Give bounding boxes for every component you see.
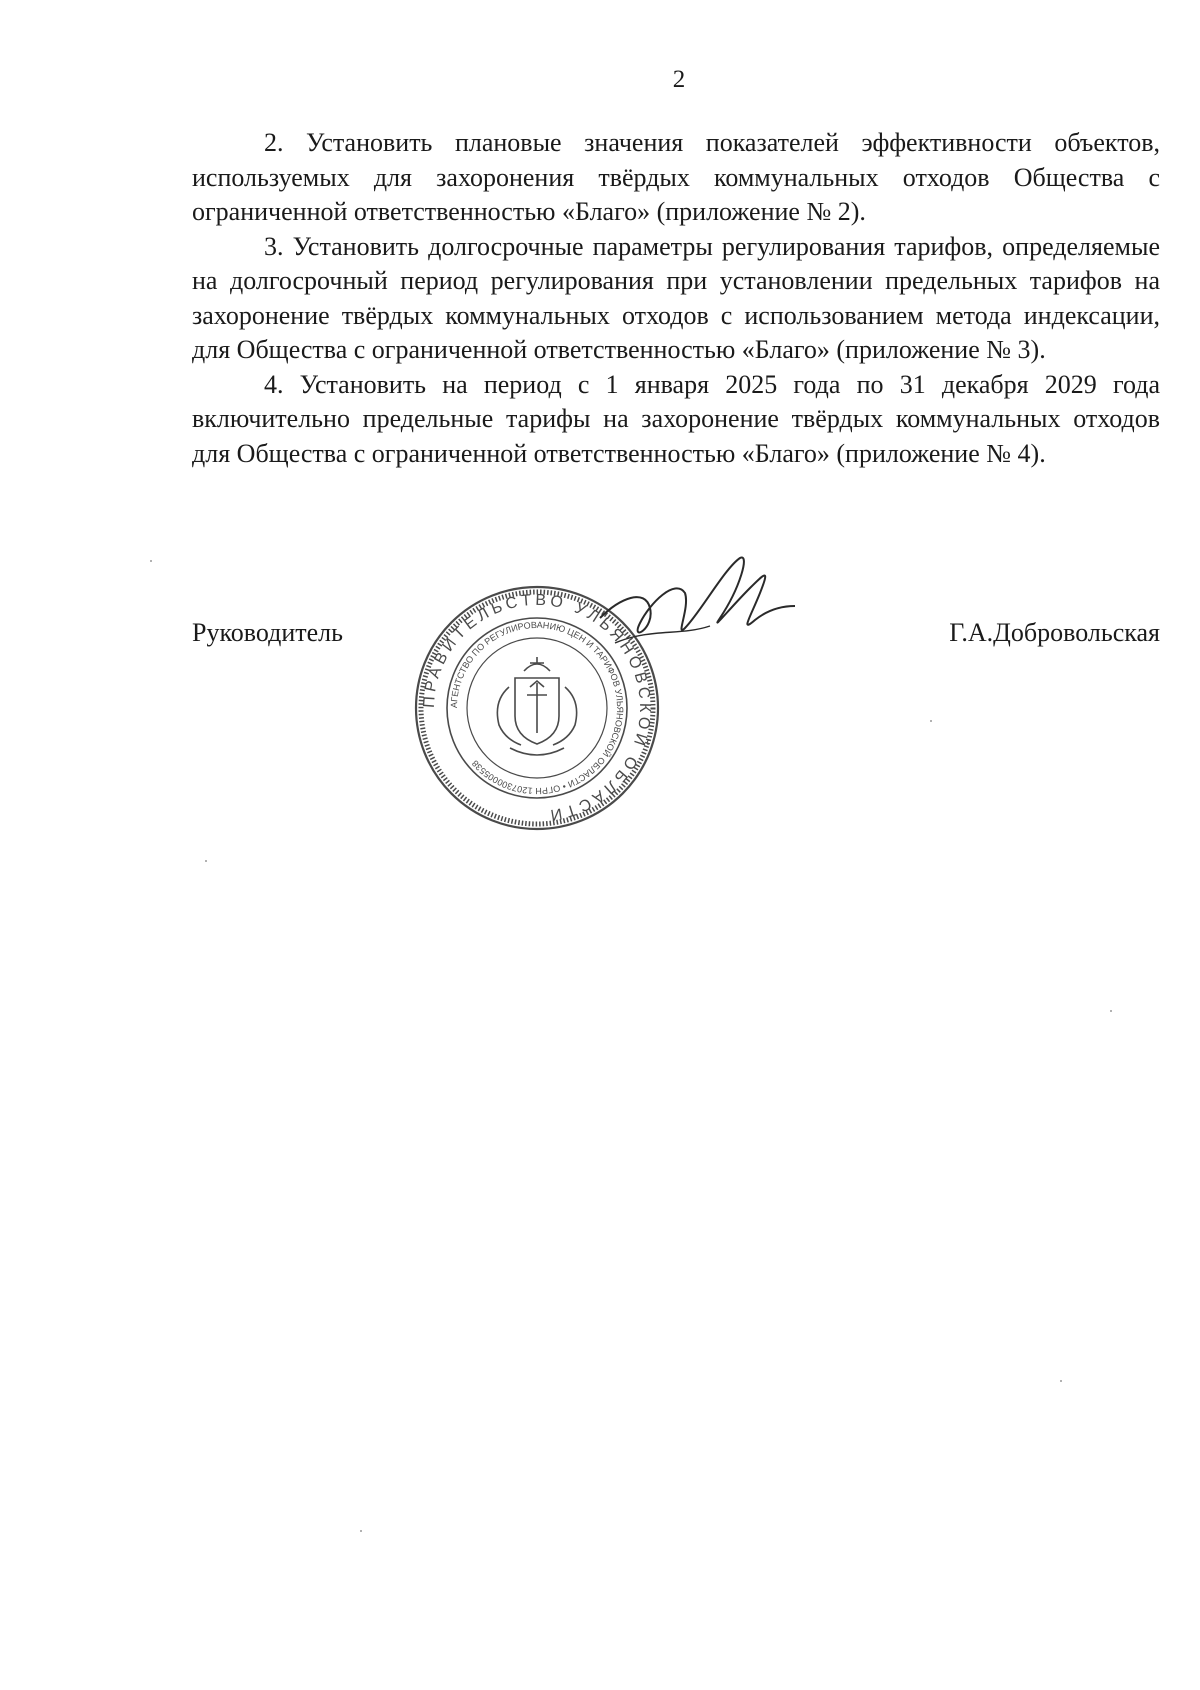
page-number: 2 bbox=[672, 66, 686, 93]
coat-of-arms-icon bbox=[497, 657, 576, 755]
scan-speck bbox=[1060, 1380, 1062, 1382]
scan-speck bbox=[360, 1530, 362, 1532]
signatory-role: Руководитель bbox=[192, 618, 343, 647]
paragraph-item-3: 3. Установить долгосрочные параметры регулирования тарифов, определяемые на долгосрочный период регулирования при установлении предельных тарифов на захоронение твёрдых коммунальных отходов с использованием метода индексации, для Общества с ограниченной ответственностью «Благо» (приложение № 3). bbox=[192, 231, 1160, 364]
handwritten-signature-icon bbox=[590, 548, 800, 688]
seal-inner-text: АГЕНТСТВО ПО РЕГУЛИРОВАНИЮ ЦЕН И ТАРИФОВ УЛЬЯНОВСКОЙ ОБЛАСТИ • ОГРН 1207300005538 bbox=[448, 619, 626, 797]
signatory-name: Г.А.Добровольская bbox=[949, 618, 1160, 647]
seal-outer-text: ПРАВИТЕЛЬСТВО УЛЬЯНОВСКОЙ ОБЛАСТИ bbox=[420, 591, 654, 824]
scan-speck bbox=[1110, 1010, 1112, 1012]
paragraph-item-4: 4. Установить на период с 1 января 2025 года по 31 декабря 2029 года включительно предельные тарифы на захоронение твёрдых коммунальных отходов для Общества с ограниченной ответственностью «Благо» (приложение № 4). bbox=[192, 369, 1160, 468]
scan-speck bbox=[930, 720, 932, 722]
paragraph-item-2: 2. Установить плановые значения показателей эффективности объектов, используемых для захоронения твёрдых коммунальных отходов Общества с ограниченной ответственностью «Благо» (приложение № 2). bbox=[192, 128, 1160, 226]
resolution-body bbox=[192, 126, 1160, 471]
scan-speck bbox=[205, 860, 207, 862]
scan-speck bbox=[150, 560, 152, 562]
